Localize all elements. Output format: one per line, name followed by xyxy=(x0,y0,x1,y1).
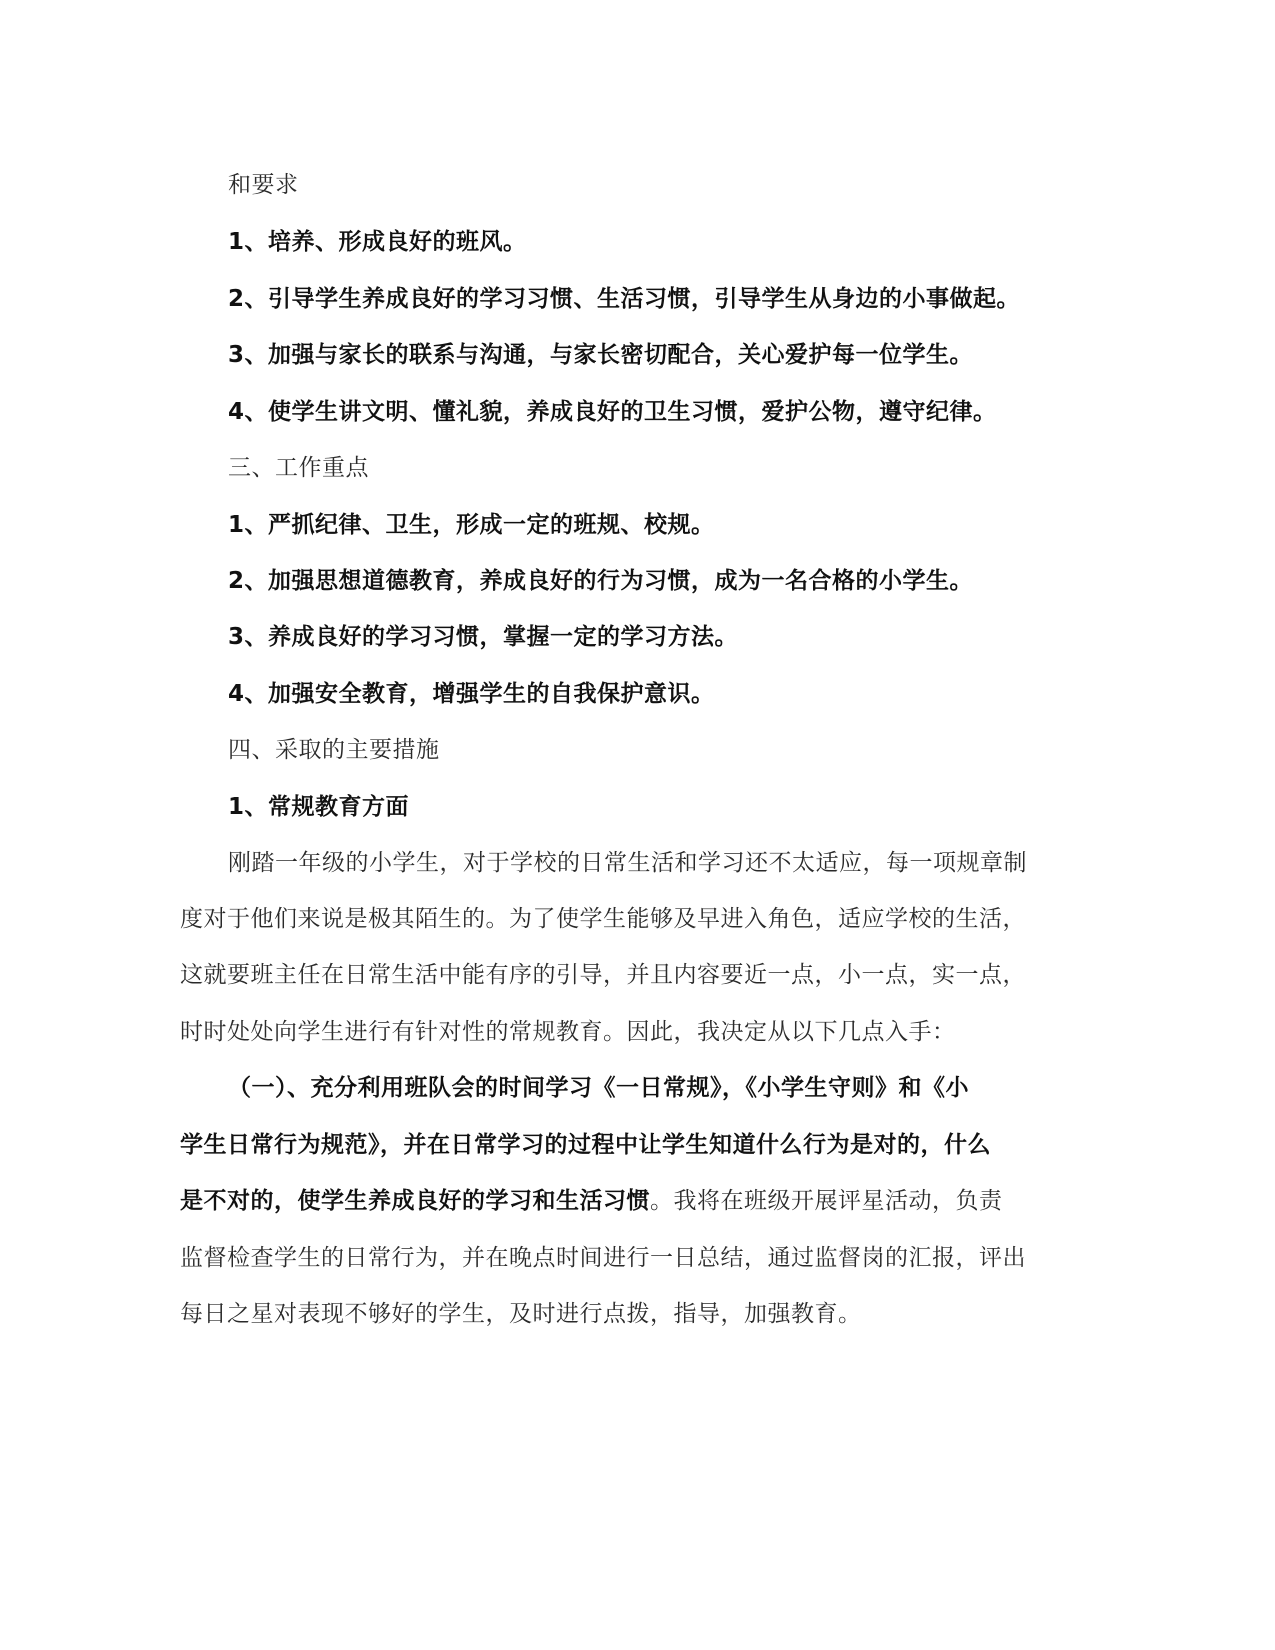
paragraph-line: 度对于他们来说是极其陌生的。为了使学生能够及早进入角色，适应学校的生活， xyxy=(180,906,1026,932)
focus-item-4: 4、加强安全教育，增强学生的自我保护意识。 xyxy=(228,681,715,707)
paragraph-line-bold: （一）、充分利用班队会的时间学习《一日常规》，《小学生守则》和《小 xyxy=(228,1075,969,1101)
requirement-item-4: 4、使学生讲文明、懂礼貌，养成良好的卫生习惯，爱护公物，遵守纪律。 xyxy=(228,399,997,425)
section-heading-continuation: 和要求 xyxy=(228,172,299,198)
requirement-item-3: 3、加强与家长的联系与沟通，与家长密切配合，关心爱护每一位学生。 xyxy=(228,342,974,368)
focus-item-1: 1、严抓纪律、卫生，形成一定的班规、校规。 xyxy=(228,512,715,538)
bold-segment: 是不对的，使学生养成良好的学习和生活习惯 xyxy=(180,1188,650,1214)
regular-segment: 。我将在班级开展评星活动，负责 xyxy=(650,1188,1003,1214)
paragraph-line-mixed xyxy=(180,1186,1003,1216)
paragraph-line-bold: 学生日常行为规范》，并在日常学习的过程中让学生知道什么行为是对的，什么 xyxy=(180,1132,991,1158)
paragraph-line: 监督检查学生的日常行为，并在晚点时间进行一日总结，通过监督岗的汇报，评出 xyxy=(180,1245,1026,1271)
paragraph-line: 刚踏一年级的小学生，对于学校的日常生活和学习还不太适应，每一项规章制 xyxy=(228,850,1027,876)
requirement-item-1: 1、培养、形成良好的班风。 xyxy=(228,229,527,255)
section-heading-work-focus: 三、工作重点 xyxy=(228,455,369,481)
requirement-item-2: 2、引导学生养成良好的学习习惯、生活习惯，引导学生从身边的小事做起。 xyxy=(228,286,1021,312)
focus-item-2: 2、加强思想道德教育，养成良好的行为习惯，成为一名合格的小学生。 xyxy=(228,568,974,594)
paragraph-line: 时时处处向学生进行有针对性的常规教育。因此，我决定从以下几点入手： xyxy=(180,1019,956,1045)
subsection-heading-routine: 1、常规教育方面 xyxy=(228,794,410,820)
focus-item-3: 3、养成良好的学习习惯，掌握一定的学习方法。 xyxy=(228,624,739,650)
paragraph-line: 每日之星对表现不够好的学生，及时进行点拨，指导，加强教育。 xyxy=(180,1301,862,1327)
section-heading-measures: 四、采取的主要措施 xyxy=(228,737,440,763)
paragraph-line: 这就要班主任在日常生活中能有序的引导，并且内容要近一点，小一点，实一点， xyxy=(180,962,1026,988)
